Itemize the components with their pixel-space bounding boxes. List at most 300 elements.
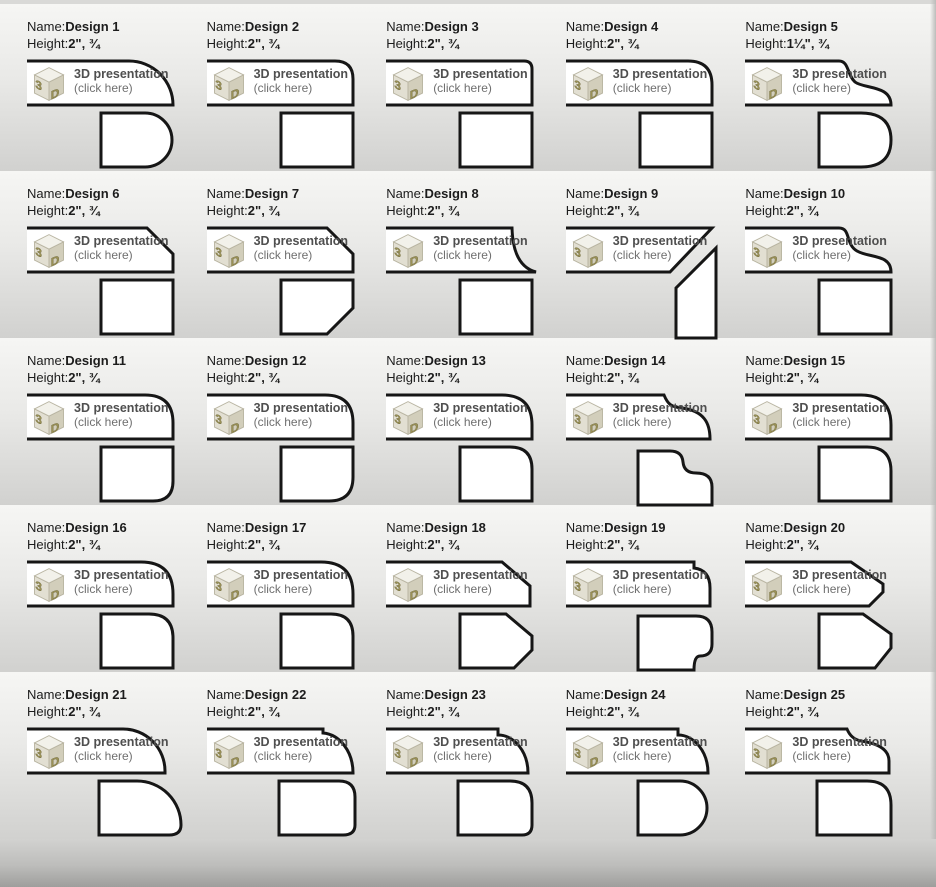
height-label: Height: <box>206 537 248 552</box>
cube-3d-glyph-left: 3 <box>214 244 222 261</box>
click-here-label[interactable]: (click here) <box>74 582 133 596</box>
cube-3d-glyph-left: 3 <box>574 578 581 595</box>
3d-presentation-link[interactable] <box>74 401 168 429</box>
design-card <box>386 505 566 672</box>
3d-presentation-label[interactable]: 3D presentation <box>433 67 528 81</box>
3d-presentation-label[interactable]: 3D presentation <box>433 568 528 582</box>
edge-profile-section-shape <box>460 447 532 501</box>
design-height: 2", ¾ <box>247 36 280 51</box>
cube-3d-glyph-left: 3 <box>574 411 581 428</box>
click-here-label[interactable]: (click here) <box>612 582 672 596</box>
design-name-line <box>566 185 746 202</box>
page-bottom-shade <box>0 839 936 887</box>
cube-3d-icon[interactable] <box>388 732 428 772</box>
design-height: 1¼", ¾ <box>786 36 829 51</box>
design-name-line <box>207 352 387 369</box>
design-name: Design 19 <box>604 520 666 535</box>
3d-presentation-label[interactable]: 3D presentation <box>792 234 887 248</box>
click-here-label[interactable]: (click here) <box>433 81 492 95</box>
3d-presentation-label[interactable]: 3D presentation <box>792 67 887 81</box>
height-label: Height: <box>27 370 69 385</box>
cube-3d-glyph-right: D <box>230 252 239 270</box>
design-height: 2", ¾ <box>606 203 639 218</box>
cube-3d-icon[interactable] <box>209 732 249 772</box>
height-label: Height: <box>745 370 787 385</box>
height-label: Height: <box>27 704 69 719</box>
3d-presentation-label[interactable]: 3D presentation <box>433 735 528 749</box>
cube-3d-glyph-left: 3 <box>35 578 42 595</box>
name-label: Name: <box>745 19 784 34</box>
cube-3d-glyph-left: 3 <box>753 578 761 595</box>
height-label: Height: <box>27 36 69 51</box>
cube-3d-icon[interactable] <box>29 64 69 104</box>
click-here-label[interactable]: (click here) <box>74 415 133 429</box>
height-label: Height: <box>386 370 428 385</box>
height-label: Height: <box>27 537 69 552</box>
cube-3d-glyph-left: 3 <box>394 411 402 428</box>
click-here-label[interactable]: (click here) <box>253 81 313 95</box>
cube-3d-glyph-right: D <box>410 252 419 270</box>
edge-profile-drawing <box>745 59 905 174</box>
design-height-line <box>27 35 207 52</box>
height-label: Height: <box>565 203 607 218</box>
click-here-label[interactable]: (click here) <box>792 81 852 95</box>
3d-presentation-link[interactable] <box>74 67 168 95</box>
design-height-line <box>566 202 746 219</box>
design-name: Design 7 <box>244 186 300 201</box>
design-name-line <box>386 519 566 536</box>
cube-3d-glyph-right: D <box>50 252 60 270</box>
3d-presentation-link[interactable] <box>433 735 527 763</box>
cube-3d-icon[interactable] <box>388 231 428 271</box>
design-height-line <box>386 35 566 52</box>
3d-presentation-link[interactable] <box>254 67 348 95</box>
height-label: Height: <box>745 704 787 719</box>
3d-presentation-label[interactable]: 3D presentation <box>612 234 708 248</box>
edge-profile-section-shape <box>281 614 353 668</box>
design-card <box>207 338 387 505</box>
cube-3d-glyph-left: 3 <box>753 411 761 428</box>
cube-3d-glyph-right: D <box>50 753 60 771</box>
height-label: Height: <box>27 203 69 218</box>
cube-3d-icon[interactable] <box>747 565 787 605</box>
3d-presentation-link[interactable] <box>254 401 348 429</box>
design-name-line <box>27 18 207 35</box>
cube-3d-glyph-right: D <box>410 85 419 103</box>
cube-3d-icon[interactable] <box>29 565 69 605</box>
design-height-line <box>745 369 925 386</box>
edge-profile-section-shape <box>101 280 173 334</box>
edge-profile-drawing <box>27 393 187 508</box>
3d-presentation-link[interactable] <box>433 401 527 429</box>
design-card <box>207 4 387 171</box>
design-name-line <box>386 352 566 369</box>
design-card <box>386 171 566 338</box>
cube-3d-icon[interactable] <box>568 732 608 772</box>
click-here-label[interactable]: (click here) <box>74 248 133 262</box>
design-height-line <box>566 369 746 386</box>
name-label: Name: <box>386 520 425 535</box>
click-here-label[interactable]: (click here) <box>792 248 852 262</box>
design-name-line <box>745 686 925 703</box>
click-here-label[interactable]: (click here) <box>433 749 492 763</box>
design-card <box>27 171 207 338</box>
3d-presentation-label[interactable]: 3D presentation <box>612 401 708 415</box>
cube-3d-glyph-right: D <box>589 586 599 604</box>
click-here-label[interactable]: (click here) <box>253 582 313 596</box>
cube-3d-glyph-left: 3 <box>214 411 222 428</box>
name-label: Name: <box>565 186 605 201</box>
design-height-line <box>386 703 566 720</box>
edge-profile-section-shape <box>819 447 891 501</box>
design-height-line <box>27 369 207 386</box>
3d-presentation-label[interactable]: 3D presentation <box>612 67 708 81</box>
design-height: 2", ¾ <box>427 203 459 218</box>
edge-profile-drawing <box>386 393 546 508</box>
cube-3d-icon[interactable] <box>209 565 249 605</box>
design-card <box>207 672 387 839</box>
design-height-line <box>27 536 207 553</box>
name-label: Name: <box>745 687 784 702</box>
design-row <box>0 505 936 672</box>
design-height-line <box>207 369 387 386</box>
height-label: Height: <box>565 36 607 51</box>
3d-presentation-label[interactable]: 3D presentation <box>792 735 887 749</box>
cube-3d-icon[interactable] <box>747 231 787 271</box>
design-name: Design 12 <box>244 353 307 368</box>
design-height-line <box>207 35 387 52</box>
design-height: 2", ¾ <box>247 537 280 552</box>
3d-presentation-label[interactable]: 3D presentation <box>612 568 708 582</box>
edge-profile-drawing <box>27 727 187 842</box>
edge-profile-section-shape <box>460 614 532 668</box>
3d-presentation-link[interactable] <box>792 735 886 763</box>
click-here-label[interactable]: (click here) <box>74 749 133 763</box>
3d-presentation-link[interactable] <box>792 67 886 95</box>
design-height: 2", ¾ <box>247 370 280 385</box>
3d-presentation-link[interactable] <box>613 568 707 596</box>
3d-presentation-label[interactable]: 3D presentation <box>74 735 169 749</box>
design-name-line <box>386 185 566 202</box>
name-label: Name: <box>27 520 66 535</box>
design-name-line <box>745 352 925 369</box>
design-name-line <box>207 686 387 703</box>
3d-presentation-label[interactable]: 3D presentation <box>253 735 349 749</box>
3d-presentation-label[interactable]: 3D presentation <box>74 401 169 415</box>
design-name-line <box>207 18 387 35</box>
click-here-label[interactable]: (click here) <box>433 582 492 596</box>
cube-3d-glyph-left: 3 <box>35 411 42 428</box>
edge-profile-section-shape <box>638 781 707 835</box>
design-height: 2", ¾ <box>606 36 639 51</box>
cube-3d-glyph-left: 3 <box>35 77 42 94</box>
height-label: Height: <box>745 203 787 218</box>
edge-profile-section-shape <box>460 113 532 167</box>
click-here-label[interactable]: (click here) <box>253 749 313 763</box>
edge-profile-drawing <box>566 59 726 174</box>
3d-presentation-link[interactable] <box>792 234 886 262</box>
cube-3d-icon[interactable] <box>209 398 249 438</box>
design-height-line <box>386 202 566 219</box>
edge-profile-drawing <box>386 226 546 341</box>
cube-3d-glyph-right: D <box>230 419 239 437</box>
3d-presentation-label[interactable]: 3D presentation <box>433 234 528 248</box>
design-card <box>386 672 566 839</box>
cube-3d-glyph-left: 3 <box>753 745 761 762</box>
edge-profile-section-shape <box>281 113 353 167</box>
cube-3d-glyph-right: D <box>230 586 239 604</box>
cube-3d-glyph-right: D <box>769 419 778 437</box>
name-label: Name: <box>565 520 605 535</box>
cube-3d-icon[interactable] <box>388 64 428 104</box>
edge-profile-drawing <box>566 393 726 508</box>
edge-profile-drawing <box>566 560 726 675</box>
edge-profile-section-shape <box>281 447 353 501</box>
click-here-label[interactable]: (click here) <box>433 248 492 262</box>
cube-3d-glyph-left: 3 <box>214 77 222 94</box>
name-label: Name: <box>206 353 245 368</box>
design-height-line <box>27 202 207 219</box>
edge-profile-drawing <box>745 727 905 842</box>
design-card <box>566 338 746 505</box>
3d-presentation-link[interactable] <box>74 568 168 596</box>
cube-3d-icon[interactable] <box>388 398 428 438</box>
design-row <box>0 672 936 839</box>
cube-3d-icon[interactable] <box>29 732 69 772</box>
height-label: Height: <box>386 36 428 51</box>
3d-presentation-label[interactable]: 3D presentation <box>74 568 169 582</box>
design-height: 2", ¾ <box>68 203 100 218</box>
click-here-label[interactable]: (click here) <box>253 415 313 429</box>
3d-presentation-label[interactable]: 3D presentation <box>792 568 887 582</box>
cube-3d-glyph-right: D <box>589 753 599 771</box>
design-height: 2", ¾ <box>786 370 819 385</box>
cube-3d-glyph-left: 3 <box>394 77 402 94</box>
click-here-label[interactable]: (click here) <box>612 248 672 262</box>
design-height: 2", ¾ <box>427 370 459 385</box>
design-name: Design 16 <box>65 520 127 535</box>
cube-3d-icon[interactable] <box>747 64 787 104</box>
design-height-line <box>745 703 925 720</box>
height-label: Height: <box>206 36 248 51</box>
edge-profile-drawing <box>27 226 187 341</box>
edge-profile-drawing <box>207 226 367 341</box>
click-here-label[interactable]: (click here) <box>612 415 672 429</box>
cube-3d-icon[interactable] <box>388 565 428 605</box>
3d-presentation-link[interactable] <box>792 568 886 596</box>
3d-presentation-link[interactable] <box>433 67 527 95</box>
3d-presentation-label[interactable]: 3D presentation <box>253 67 349 81</box>
design-name: Design 6 <box>65 186 120 201</box>
design-name: Design 4 <box>604 19 659 34</box>
click-here-label[interactable]: (click here) <box>792 582 852 596</box>
design-height: 2", ¾ <box>427 704 459 719</box>
design-name-line <box>566 686 746 703</box>
design-grid <box>0 4 936 839</box>
name-label: Name: <box>745 353 784 368</box>
height-label: Height: <box>565 370 607 385</box>
design-card <box>27 672 207 839</box>
edge-profile-drawing <box>566 226 726 341</box>
design-card <box>745 4 925 171</box>
click-here-label[interactable]: (click here) <box>792 749 852 763</box>
design-name: Design 15 <box>783 353 846 368</box>
3d-presentation-link[interactable] <box>254 234 348 262</box>
3d-presentation-label[interactable]: 3D presentation <box>253 234 349 248</box>
name-label: Name: <box>27 687 66 702</box>
design-height-line <box>566 536 746 553</box>
cube-3d-glyph-left: 3 <box>214 745 222 762</box>
cube-3d-glyph-right: D <box>50 419 60 437</box>
cube-3d-glyph-left: 3 <box>753 77 761 94</box>
click-here-label[interactable]: (click here) <box>612 81 672 95</box>
design-height: 2", ¾ <box>786 203 819 218</box>
3d-presentation-link[interactable] <box>613 735 707 763</box>
3d-presentation-link[interactable] <box>613 67 707 95</box>
edge-profile-section-shape <box>279 781 355 835</box>
design-card <box>27 505 207 672</box>
3d-presentation-link[interactable] <box>613 401 707 429</box>
design-height-line <box>27 703 207 720</box>
3d-presentation-link[interactable] <box>433 568 527 596</box>
design-height: 2", ¾ <box>606 704 639 719</box>
3d-presentation-link[interactable] <box>254 735 348 763</box>
cube-3d-glyph-right: D <box>589 252 599 270</box>
name-label: Name: <box>386 687 425 702</box>
design-height-line <box>386 369 566 386</box>
cube-3d-glyph-right: D <box>769 252 778 270</box>
design-card <box>207 171 387 338</box>
design-name: Design 5 <box>783 19 838 34</box>
click-here-label[interactable]: (click here) <box>253 248 313 262</box>
design-card <box>566 4 746 171</box>
3d-presentation-link[interactable] <box>613 234 707 262</box>
design-name-line <box>745 519 925 536</box>
edge-profile-section-shape <box>638 451 712 505</box>
3d-presentation-link[interactable] <box>74 234 168 262</box>
height-label: Height: <box>206 203 248 218</box>
click-here-label[interactable]: (click here) <box>74 81 133 95</box>
design-row <box>0 338 936 505</box>
click-here-label[interactable]: (click here) <box>433 415 492 429</box>
design-card <box>745 505 925 672</box>
cube-3d-icon[interactable] <box>747 398 787 438</box>
click-here-label[interactable]: (click here) <box>792 415 852 429</box>
design-height: 2", ¾ <box>786 704 819 719</box>
design-name: Design 1 <box>65 19 120 34</box>
cube-3d-icon[interactable] <box>568 231 608 271</box>
name-label: Name: <box>206 520 245 535</box>
design-height: 2", ¾ <box>427 537 459 552</box>
design-card <box>745 171 925 338</box>
3d-presentation-label[interactable]: 3D presentation <box>433 401 528 415</box>
design-card <box>566 672 746 839</box>
design-card <box>27 338 207 505</box>
3d-presentation-label[interactable]: 3D presentation <box>74 234 169 248</box>
cube-3d-icon[interactable] <box>29 231 69 271</box>
design-name-line <box>566 519 746 536</box>
design-height-line <box>386 536 566 553</box>
3d-presentation-label[interactable]: 3D presentation <box>253 568 349 582</box>
edge-profile-section-shape <box>819 113 891 167</box>
3d-presentation-label[interactable]: 3D presentation <box>253 401 349 415</box>
design-name: Design 8 <box>424 186 479 201</box>
name-label: Name: <box>386 186 425 201</box>
design-name-line <box>745 18 925 35</box>
edge-profile-drawing <box>745 226 905 341</box>
edge-profile-section-shape <box>281 280 353 334</box>
design-height-line <box>566 35 746 52</box>
3d-presentation-label[interactable]: 3D presentation <box>74 67 169 81</box>
design-name-line <box>27 519 207 536</box>
3d-presentation-link[interactable] <box>792 401 886 429</box>
edge-profile-section-shape <box>640 113 712 167</box>
design-height-line <box>566 703 746 720</box>
3d-presentation-link[interactable] <box>433 234 527 262</box>
cube-3d-glyph-left: 3 <box>394 745 402 762</box>
3d-presentation-label[interactable]: 3D presentation <box>792 401 887 415</box>
design-card <box>207 505 387 672</box>
click-here-label[interactable]: (click here) <box>612 749 672 763</box>
design-name-line <box>27 185 207 202</box>
cube-3d-glyph-right: D <box>410 419 419 437</box>
edge-profile-drawing <box>207 59 367 174</box>
height-label: Height: <box>745 537 787 552</box>
design-name-line <box>27 686 207 703</box>
cube-3d-icon[interactable] <box>209 64 249 104</box>
cube-3d-glyph-right: D <box>50 586 60 604</box>
edge-profile-drawing <box>27 560 187 675</box>
edge-profile-section-shape <box>819 614 891 668</box>
design-name: Design 17 <box>244 520 307 535</box>
edge-profile-section-shape <box>638 616 712 670</box>
cube-3d-glyph-right: D <box>410 753 419 771</box>
design-card <box>566 171 746 338</box>
cube-3d-icon[interactable] <box>747 732 787 772</box>
name-label: Name: <box>27 19 66 34</box>
design-height-line <box>745 202 925 219</box>
name-label: Name: <box>206 687 245 702</box>
height-label: Height: <box>206 370 248 385</box>
edge-profile-section-shape <box>101 447 173 501</box>
design-height: 2", ¾ <box>68 537 100 552</box>
name-label: Name: <box>565 687 605 702</box>
cube-3d-glyph-left: 3 <box>35 244 42 261</box>
edge-profile-drawing <box>207 560 367 675</box>
3d-presentation-label[interactable]: 3D presentation <box>612 735 708 749</box>
edge-profile-drawing <box>745 393 905 508</box>
design-height-line <box>207 202 387 219</box>
design-row <box>0 171 936 338</box>
cube-3d-icon[interactable] <box>568 398 608 438</box>
cube-3d-icon[interactable] <box>29 398 69 438</box>
design-name: Design 3 <box>424 19 479 34</box>
3d-presentation-link[interactable] <box>254 568 348 596</box>
design-name: Design 18 <box>424 520 486 535</box>
design-name-line <box>745 185 925 202</box>
design-name: Design 22 <box>244 687 307 702</box>
design-name: Design 25 <box>783 687 846 702</box>
cube-3d-icon[interactable] <box>568 565 608 605</box>
height-label: Height: <box>565 537 607 552</box>
name-label: Name: <box>565 353 605 368</box>
design-height: 2", ¾ <box>606 370 639 385</box>
cube-3d-glyph-right: D <box>769 753 778 771</box>
cube-3d-icon[interactable] <box>209 231 249 271</box>
design-height: 2", ¾ <box>606 537 639 552</box>
3d-presentation-link[interactable] <box>74 735 168 763</box>
cube-3d-icon[interactable] <box>568 64 608 104</box>
